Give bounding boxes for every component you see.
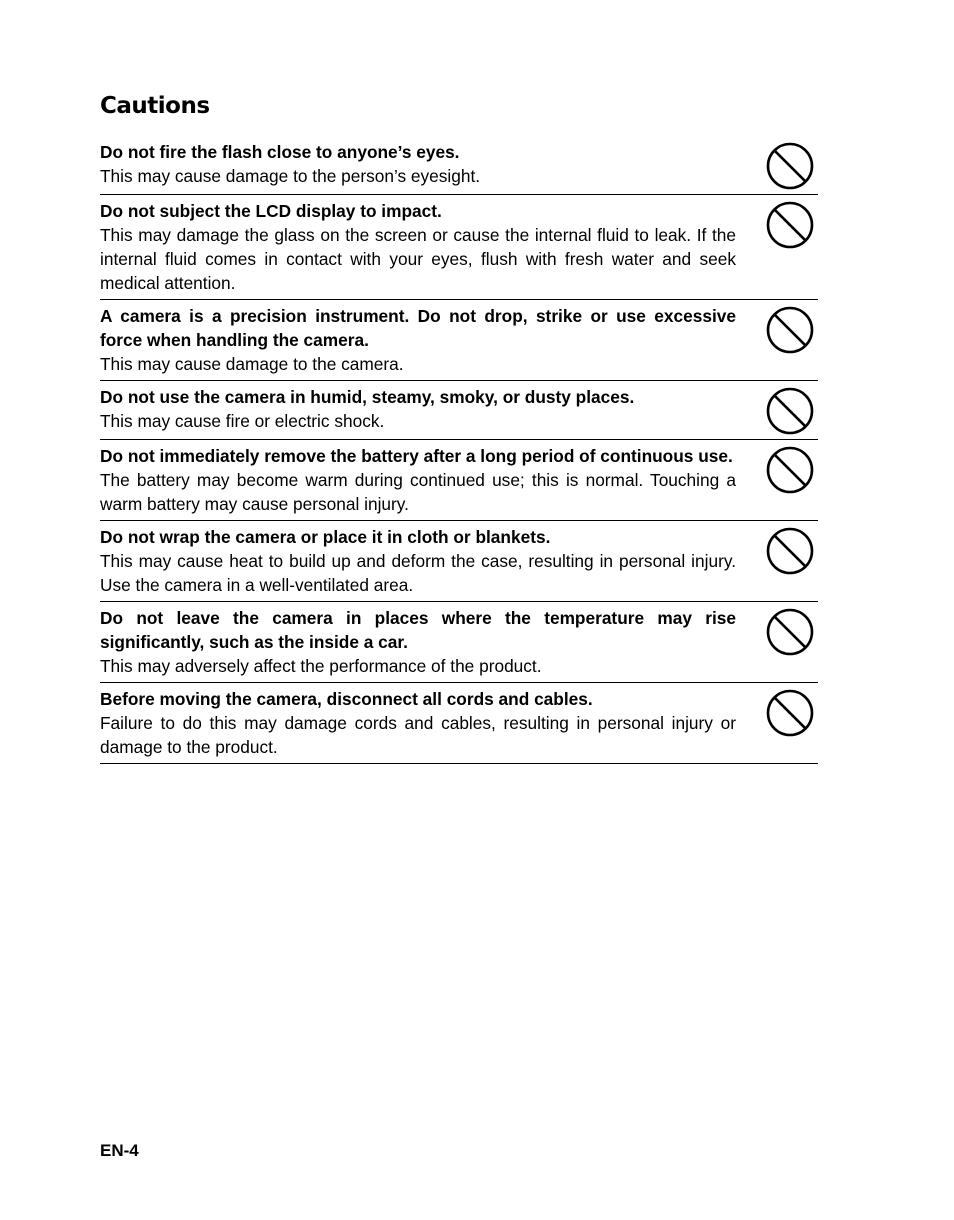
prohibition-icon [766,689,814,737]
caution-item [100,602,818,683]
caution-heading: Do not subject the LCD display to impact. [100,201,442,221]
caution-item [100,195,818,300]
caution-heading: Do not use the camera in humid, steamy, smoky, or dusty places. [100,387,635,407]
page-number: EN-4 [100,1141,139,1160]
prohibition-icon [766,446,814,494]
prohibition-icon [766,608,814,656]
caution-body: This may cause damage to the person’s eyesight. [100,166,481,186]
caution-heading: Before moving the camera, disconnect all cords and cables. [100,689,593,709]
caution-item [100,683,818,764]
caution-item [100,440,818,521]
caution-item [100,521,818,602]
caution-item [100,300,818,381]
caution-item [100,381,818,440]
caution-body: This may cause heat to build up and deform the case, resulting in personal injury. Use the camera in a well-ventilated area. [100,551,736,595]
caution-body: This may cause fire or electric shock. [100,411,385,431]
prohibition-icon [766,306,814,354]
prohibition-icon [766,527,814,575]
caution-heading: A camera is a precision instrument. Do not drop, strike or use excessive force when handling the camera. [100,306,736,350]
prohibition-icon [766,201,814,249]
caution-body: The battery may become warm during continued use; this is normal. Touching a warm battery may cause personal injury. [100,470,736,514]
caution-heading: Do not immediately remove the battery after a long period of continuous use. [100,446,733,466]
caution-body: Failure to do this may damage cords and cables, resulting in personal injury or damage to the product. [100,713,736,757]
cautions-list [100,136,818,764]
caution-item [100,136,818,195]
caution-body: This may cause damage to the camera. [100,354,404,374]
caution-heading: Do not leave the camera in places where the temperature may rise significantly, such as the inside a car. [100,608,736,652]
page-title: Cautions [100,93,210,119]
caution-heading: Do not wrap the camera or place it in cloth or blankets. [100,527,551,547]
prohibition-icon [766,387,814,435]
caution-heading: Do not fire the flash close to anyone’s eyes. [100,142,460,162]
prohibition-icon [766,142,814,190]
caution-body: This may damage the glass on the screen or cause the internal fluid to leak. If the internal fluid comes in contact with your eyes, flush with fresh water and seek medical attention. [100,225,736,293]
caution-body: This may adversely affect the performance of the product. [100,656,542,676]
